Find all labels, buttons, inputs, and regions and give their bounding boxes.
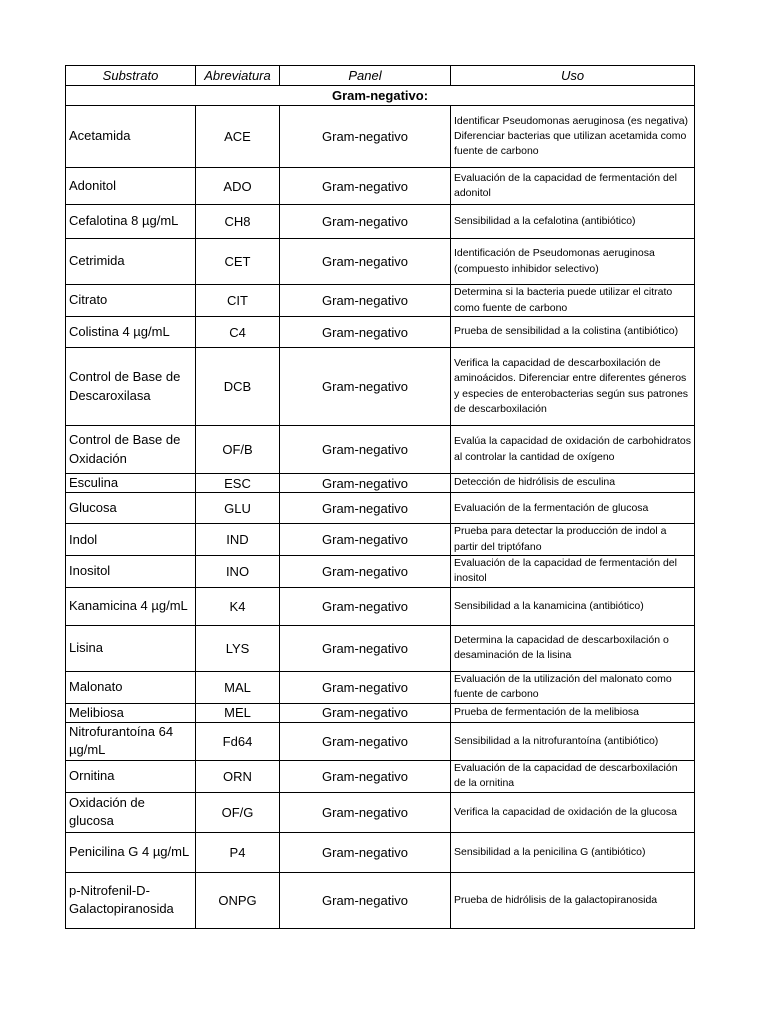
- cell-substrato: Esculina: [66, 474, 196, 493]
- cell-uso: Sensibilidad a la kanamicina (antibiótico): [451, 587, 695, 625]
- table-row: [66, 722, 695, 760]
- cell-abreviatura: OF/B: [196, 426, 280, 474]
- cell-uso: Sensibilidad a la nitrofurantoína (antibiótico): [451, 722, 695, 760]
- cell-substrato: Indol: [66, 524, 196, 556]
- cell-abreviatura: IND: [196, 524, 280, 556]
- cell-uso: Sensibilidad a la penicilina G (antibiótico): [451, 832, 695, 872]
- cell-substrato: Inositol: [66, 556, 196, 587]
- cell-substrato: Citrato: [66, 285, 196, 317]
- cell-uso: Identificación de Pseudomonas aeruginosa (compuesto inhibidor selectivo): [451, 239, 695, 285]
- cell-panel: Gram-negativo: [280, 703, 451, 722]
- table-row: [66, 205, 695, 239]
- cell-panel: Gram-negativo: [280, 317, 451, 348]
- cell-substrato: Cetrimida: [66, 239, 196, 285]
- cell-panel: Gram-negativo: [280, 832, 451, 872]
- cell-panel: Gram-negativo: [280, 348, 451, 426]
- cell-panel: Gram-negativo: [280, 872, 451, 928]
- table-row: [66, 493, 695, 524]
- cell-substrato: Control de Base de Oxidación: [66, 426, 196, 474]
- cell-abreviatura: GLU: [196, 493, 280, 524]
- cell-uso: Verifica la capacidad de oxidación de la glucosa: [451, 792, 695, 832]
- cell-panel: Gram-negativo: [280, 426, 451, 474]
- cell-uso: Detección de hidrólisis de esculina: [451, 474, 695, 493]
- cell-substrato: Cefalotina 8 µg/mL: [66, 205, 196, 239]
- table-row: [66, 671, 695, 703]
- section-row: [66, 86, 695, 106]
- cell-substrato: Ornitina: [66, 760, 196, 792]
- header-substrato: Substrato: [66, 66, 196, 86]
- cell-substrato: Glucosa: [66, 493, 196, 524]
- cell-panel: Gram-negativo: [280, 556, 451, 587]
- table-row: [66, 426, 695, 474]
- cell-uso: Evaluación de la fermentación de glucosa: [451, 493, 695, 524]
- cell-uso: Prueba de fermentación de la melibiosa: [451, 703, 695, 722]
- cell-abreviatura: LYS: [196, 625, 280, 671]
- cell-abreviatura: OF/G: [196, 792, 280, 832]
- cell-abreviatura: ESC: [196, 474, 280, 493]
- section-title: Gram-negativo:: [66, 86, 695, 106]
- table-row: [66, 625, 695, 671]
- cell-panel: Gram-negativo: [280, 524, 451, 556]
- table-row: [66, 168, 695, 205]
- cell-abreviatura: ONPG: [196, 872, 280, 928]
- cell-substrato: Nitrofurantoína 64 µg/mL: [66, 722, 196, 760]
- cell-abreviatura: MEL: [196, 703, 280, 722]
- cell-substrato: Control de Base de Descaroxilasa: [66, 348, 196, 426]
- cell-panel: Gram-negativo: [280, 792, 451, 832]
- cell-abreviatura: CET: [196, 239, 280, 285]
- cell-panel: Gram-negativo: [280, 474, 451, 493]
- cell-abreviatura: P4: [196, 832, 280, 872]
- cell-abreviatura: K4: [196, 587, 280, 625]
- cell-panel: Gram-negativo: [280, 587, 451, 625]
- cell-substrato: Lisina: [66, 625, 196, 671]
- cell-substrato: Colistina 4 µg/mL: [66, 317, 196, 348]
- substrate-table: [65, 65, 695, 929]
- table-row: [66, 317, 695, 348]
- cell-abreviatura: CIT: [196, 285, 280, 317]
- table-row: [66, 524, 695, 556]
- cell-abreviatura: ORN: [196, 760, 280, 792]
- table-row: [66, 587, 695, 625]
- cell-abreviatura: MAL: [196, 671, 280, 703]
- table-row: [66, 474, 695, 493]
- table-row: [66, 872, 695, 928]
- cell-uso: Evaluación de la utilización del malonato como fuente de carbono: [451, 671, 695, 703]
- cell-uso: Prueba de hidrólisis de la galactopiranosida: [451, 872, 695, 928]
- cell-uso: Prueba para detectar la producción de indol a partir del triptófano: [451, 524, 695, 556]
- cell-panel: Gram-negativo: [280, 671, 451, 703]
- cell-panel: Gram-negativo: [280, 760, 451, 792]
- table-row: [66, 106, 695, 168]
- table-row: [66, 285, 695, 317]
- cell-uso: Evalúa la capacidad de oxidación de carbohidratos al controlar la cantidad de oxígeno: [451, 426, 695, 474]
- cell-panel: Gram-negativo: [280, 285, 451, 317]
- cell-panel: Gram-negativo: [280, 722, 451, 760]
- cell-abreviatura: Fd64: [196, 722, 280, 760]
- cell-panel: Gram-negativo: [280, 493, 451, 524]
- header-uso: Uso: [451, 66, 695, 86]
- header-panel: Panel: [280, 66, 451, 86]
- cell-uso: Evaluación de la capacidad de fermentación del inositol: [451, 556, 695, 587]
- table-row: [66, 239, 695, 285]
- cell-substrato: Melibiosa: [66, 703, 196, 722]
- table-row: [66, 703, 695, 722]
- cell-abreviatura: C4: [196, 317, 280, 348]
- cell-panel: Gram-negativo: [280, 168, 451, 205]
- table-row: [66, 348, 695, 426]
- table-row: [66, 832, 695, 872]
- cell-substrato: Oxidación de glucosa: [66, 792, 196, 832]
- cell-panel: Gram-negativo: [280, 106, 451, 168]
- table-row: [66, 792, 695, 832]
- cell-panel: Gram-negativo: [280, 625, 451, 671]
- cell-substrato: Acetamida: [66, 106, 196, 168]
- cell-uso: Determina la capacidad de descarboxilación o desaminación de la lisina: [451, 625, 695, 671]
- header-row: [66, 66, 695, 86]
- cell-substrato: Adonitol: [66, 168, 196, 205]
- cell-substrato: Kanamicina 4 µg/mL: [66, 587, 196, 625]
- cell-abreviatura: DCB: [196, 348, 280, 426]
- cell-uso: Evaluación de la capacidad de fermentación del adonitol: [451, 168, 695, 205]
- cell-uso: Determina si la bacteria puede utilizar el citrato como fuente de carbono: [451, 285, 695, 317]
- header-abreviatura: Abreviatura: [196, 66, 280, 86]
- cell-abreviatura: INO: [196, 556, 280, 587]
- cell-uso: Verifica la capacidad de descarboxilación de aminoácidos. Diferenciar entre diferentes géneros y especies de enterobacterias según sus patrones de descarboxilación: [451, 348, 695, 426]
- cell-uso: Sensibilidad a la cefalotina (antibiótico): [451, 205, 695, 239]
- cell-panel: Gram-negativo: [280, 239, 451, 285]
- cell-abreviatura: CH8: [196, 205, 280, 239]
- table-row: [66, 556, 695, 587]
- cell-substrato: Penicilina G 4 µg/mL: [66, 832, 196, 872]
- cell-substrato: Malonato: [66, 671, 196, 703]
- table-row: [66, 760, 695, 792]
- cell-substrato: p-Nitrofenil-D-Galactopiranosida: [66, 872, 196, 928]
- cell-uso: Evaluación de la capacidad de descarboxilación de la ornitina: [451, 760, 695, 792]
- cell-panel: Gram-negativo: [280, 205, 451, 239]
- cell-abreviatura: ACE: [196, 106, 280, 168]
- cell-uso: Identificar Pseudomonas aeruginosa (es negativa) Diferenciar bacterias que utilizan acetamida como fuente de carbono: [451, 106, 695, 168]
- cell-abreviatura: ADO: [196, 168, 280, 205]
- cell-uso: Prueba de sensibilidad a la colistina (antibiótico): [451, 317, 695, 348]
